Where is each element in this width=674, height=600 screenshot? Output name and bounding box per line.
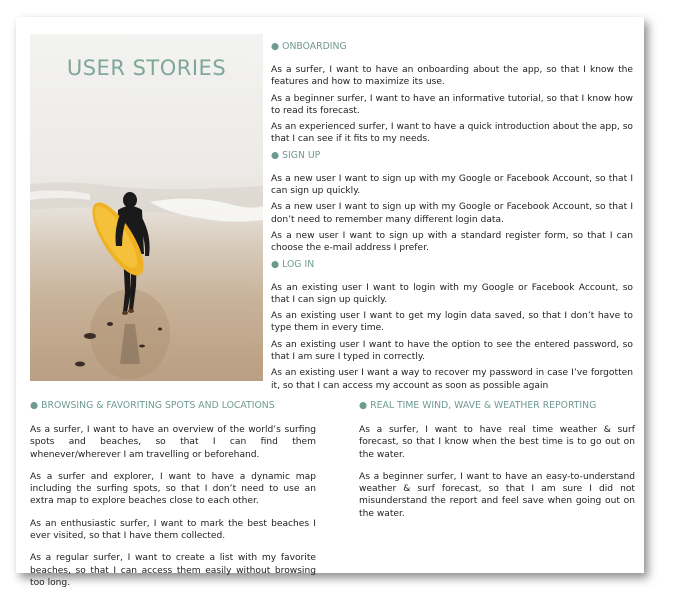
user-story: As an existing user I want to login with my Google or Facebook Account, so that I can sign up quickly. bbox=[271, 282, 633, 305]
bullet-dot-icon: ● bbox=[359, 400, 368, 411]
section-heading bbox=[271, 259, 633, 271]
user-story: As an enthusiastic surfer, I want to mark the best beaches I ever visited, so that I have them collected. bbox=[30, 518, 316, 542]
user-story: As a new user I want to sign up with a standard register form, so that I can choose the e-mail address I prefer. bbox=[271, 230, 633, 254]
user-story: As a beginner surfer, I want to have an informative tutorial, so that I know how to read its forecast. bbox=[271, 93, 633, 116]
user-story: As a regular surfer, I want to create a list with my favorite beaches, so that I can access them easily without browsing too long. bbox=[30, 553, 316, 588]
section-browsing-favoriting bbox=[30, 400, 316, 599]
section-real-time-reporting bbox=[359, 400, 635, 530]
user-story: As a surfer, I want to have an overview of the world’s surfing spots and beaches, so that I can find them whenever/wherever I am travelling or beforehand. bbox=[30, 425, 316, 460]
bullet-dot-icon: ● bbox=[271, 149, 280, 161]
page-title: USER STORIES bbox=[66, 56, 227, 80]
bullet-dot-icon: ● bbox=[271, 258, 280, 270]
section-heading-text: REAL TIME WIND, WAVE & WEATHER REPORTING bbox=[370, 400, 597, 411]
user-story: As an experienced surfer, I want to have a quick introduction about the app, so that I can see if it fits to my needs. bbox=[271, 122, 633, 145]
user-story: As a surfer and explorer, I want to have a dynamic map including the surfing spots, so that I don’t need to use an extra map to explore beaches close to each other. bbox=[30, 471, 316, 507]
section-onboarding bbox=[271, 41, 633, 146]
user-story: As a new user I want to sign up with my Google or Facebook Account, so that I can sign up quickly. bbox=[271, 173, 633, 197]
right-column bbox=[271, 41, 633, 396]
bullet-dot-icon: ● bbox=[271, 41, 280, 52]
user-story: As a surfer, I want to have real time weather & surf forecast, so that I know when the best time is to go out on the water. bbox=[359, 425, 635, 460]
user-story: As an existing user I want to get my login data saved, so that I don’t have to type them in every time. bbox=[271, 311, 633, 334]
user-story: As a new user I want to sign up with my Google or Facebook Account, so that I don’t need to remember many different login data. bbox=[271, 202, 633, 225]
section-heading bbox=[271, 41, 633, 53]
section-heading bbox=[271, 150, 633, 162]
section-sign-up bbox=[271, 150, 633, 255]
surfer-illustration bbox=[30, 34, 263, 381]
section-log-in bbox=[271, 259, 633, 392]
section-heading-text: ONBOARDING bbox=[282, 41, 347, 52]
section-heading-text: LOG IN bbox=[282, 258, 315, 270]
section-heading bbox=[359, 400, 635, 412]
user-story: As an existing user I want a way to recover my password in case I’ve forgotten it, so that I can access my account as soon as possible again bbox=[271, 368, 633, 391]
bullet-dot-icon: ● bbox=[30, 400, 39, 411]
section-heading-text: SIGN UP bbox=[282, 149, 321, 161]
surfer-photo bbox=[30, 34, 263, 381]
document-page bbox=[16, 17, 644, 588]
section-heading-text: BROWSING & FAVORITING SPOTS AND LOCATIONS bbox=[41, 400, 275, 411]
user-story: As an existing user I want to have the option to see the entered password, so that I am sure I typed in correctly. bbox=[271, 339, 633, 363]
user-story: As a beginner surfer, I want to have an easy-to-understand weather & surf forecast, so that I am sure I did not misunderstand the report and feel save when going out on the water. bbox=[359, 471, 635, 519]
user-story: As a surfer, I want to have an onboarding about the app, so that I know the features and how to maximize its use. bbox=[271, 65, 633, 88]
section-heading bbox=[30, 400, 316, 412]
